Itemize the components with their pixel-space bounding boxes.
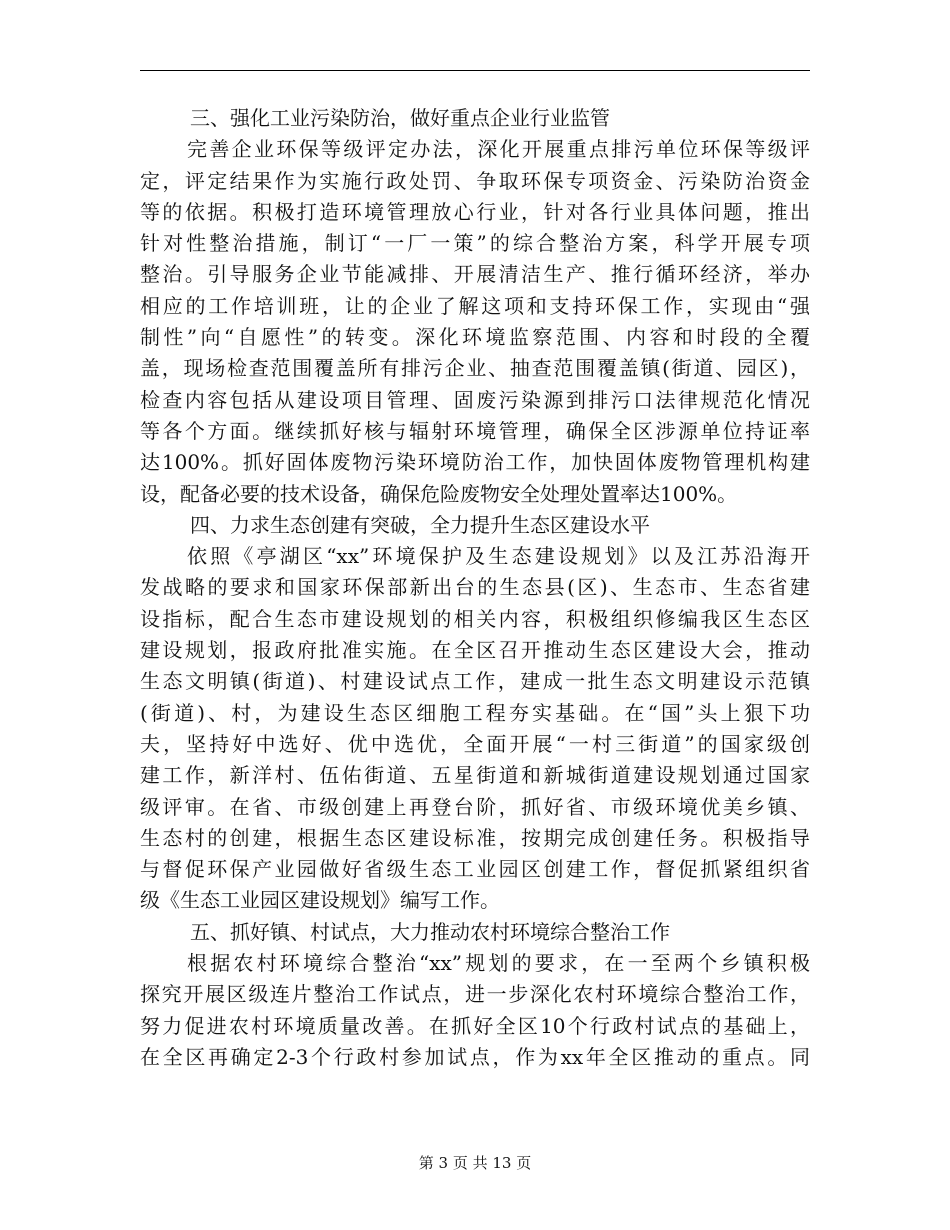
paragraph-line: 达100%。抓好固体废物污染环境防治工作，加快固体废物管理机构建 [140, 450, 810, 475]
section-heading-4: 四、力求生态创建有突破，全力提升生态区建设水平 [190, 512, 650, 537]
paragraph-line: 努力促进农村环境质量改善。在抓好全区10个行政村试点的基础上， [140, 1013, 810, 1038]
paragraph-line: 制性”向“自愿性”的转变。深化环境监察范围、内容和时段的全覆 [140, 325, 810, 350]
paragraph-line: 探究开展区级连片整治工作试点，进一步深化农村环境综合整治工作， [140, 982, 810, 1007]
paragraph-line: 整治。引导服务企业节能减排、开展清洁生产、推行循环经济，举办 [140, 262, 810, 287]
header-rule [140, 70, 810, 71]
paragraph-line: 相应的工作培训班，让的企业了解这项和支持环保工作，实现由“强 [140, 293, 810, 318]
paragraph-line: 等各个方面。继续抓好核与辐射环境管理，确保全区涉源单位持证率 [140, 418, 810, 443]
paragraph-line: 等的依据。积极打造环境管理放心行业，针对各行业具体问题，推出 [140, 199, 810, 224]
section-heading-5: 五、抓好镇、村试点，大力推动农村环境综合整治工作 [190, 919, 670, 944]
paragraph-line: 级评审。在省、市级创建上再登台阶，抓好省、市级环境优美乡镇、 [140, 794, 810, 819]
paragraph-line: 根据农村环境综合整治“xx”规划的要求，在一至两个乡镇积极 [187, 951, 810, 976]
paragraph-line: 检查内容包括从建设项目管理、固废污染源到排污口法律规范化情况 [140, 387, 810, 412]
paragraph-line: (街道)、村，为建设生态区细胞工程夯实基础。在“国”头上狠下功 [140, 700, 810, 725]
paragraph-line: 设指标，配合生态市建设规划的相关内容，积极组织修编我区生态区 [140, 606, 810, 631]
paragraph-line: 依照《亭湖区“xx”环境保护及生态建设规划》以及江苏沿海开 [187, 544, 810, 569]
paragraph-line: 建工作，新洋村、伍佑街道、五星街道和新城街道建设规划通过国家 [140, 763, 810, 788]
paragraph-line: 设，配备必要的技术设备，确保危险废物安全处理处置率达100%。 [140, 481, 738, 506]
paragraph-line: 定，评定结果作为实施行政处罚、争取环保专项资金、污染防治资金 [140, 168, 810, 193]
paragraph-line: 生态村的创建，根据生态区建设标准，按期完成创建任务。积极指导 [140, 825, 810, 850]
paragraph-line: 盖，现场检查范围覆盖所有排污企业、抽查范围覆盖镇(街道、园区)， [140, 356, 810, 381]
paragraph-line: 建设规划，报政府批准实施。在全区召开推动生态区建设大会，推动 [140, 638, 810, 663]
document-body [140, 103, 810, 1073]
paragraph-line: 发战略的要求和国家环保部新出台的生态县(区)、生态市、生态省建 [140, 575, 810, 600]
page-number-footer: 第 3 页 共 13 页 [418, 1154, 532, 1172]
paragraph-line: 在全区再确定2-3个行政村参加试点，作为xx年全区推动的重点。同 [140, 1044, 810, 1069]
paragraph-line: 级《生态工业园区建设规划》编写工作。 [140, 888, 500, 913]
paragraph-line: 与督促环保产业园做好省级生态工业园区创建工作，督促抓紧组织省 [140, 857, 810, 882]
paragraph-line: 生态文明镇(街道)、村建设试点工作，建成一批生态文明建设示范镇 [140, 669, 810, 694]
paragraph-line: 针对性整治措施，制订“一厂一策”的综合整治方案，科学开展专项 [140, 231, 810, 256]
paragraph-line: 完善企业环保等级评定办法，深化开展重点排污单位环保等级评 [187, 137, 810, 162]
paragraph-line: 夫，坚持好中选好、优中选优，全面开展“一村三街道”的国家级创 [140, 731, 810, 756]
section-heading-3: 三、强化工业污染防治，做好重点企业行业监管 [190, 106, 610, 130]
